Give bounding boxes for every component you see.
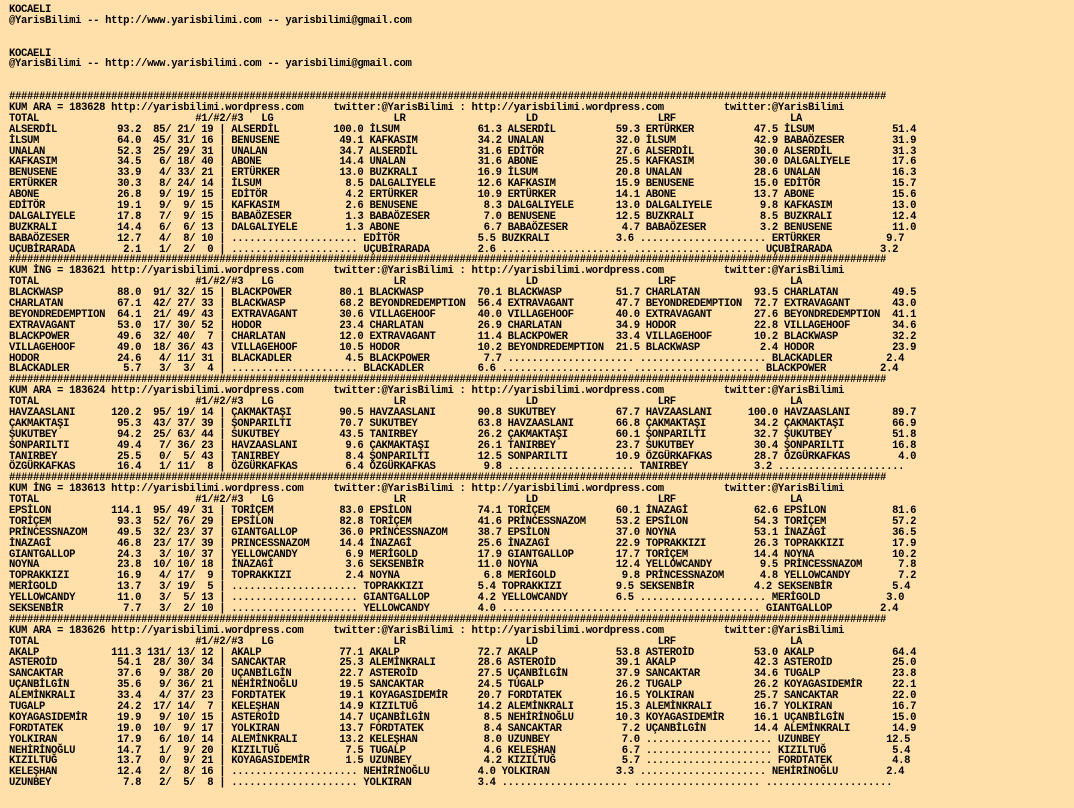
table-row: TOPRAKKIZI 16.9 4/ 17/ 9 | TOPRAKKIZI 2.4 NOYNA 6.8 MERİGOLD 9.8 PRİNCESSNAZOM 4.8 YELLOWCANDY 7.2 bbox=[9, 570, 917, 583]
race-title-line: KUM ARA = 183628 http://yarisbilimi.wordpress.com twitter:@YarisBilimi : http://yarisbilimi.wordpress.com twitter:@YarisBilimi bbox=[9, 102, 845, 115]
table-row: SANCAKTAR 37.6 9/ 38/ 20 | UÇANBİLGİN 22.7 ASTEROİD 27.5 UÇANBİLGİN 37.9 SANCAKTAR 34.6 TUGALP 23.8 bbox=[9, 668, 917, 681]
table-row: KOYAGASIDEMİR 19.9 9/ 10/ 15 | ASTEROİD 14.7 UÇANBİLGİN 8.5 NEHİRİNOĞLU 10.3 KOYAGASIDEMİR 16.1 UÇANBİLGİN 15.0 bbox=[9, 711, 917, 724]
table-row: EPSİLON 114.1 95/ 49/ 31 | TORİÇEM 83.0 EPSİLON 74.1 TORİÇEM 60.1 İNAZAGİ 62.6 EPSİLON 81.6 bbox=[9, 504, 917, 517]
table-row: AKALP 111.3 131/ 13/ 12 | AKALP 77.1 AKALP 72.7 AKALP 53.8 ASTEROİD 53.0 AKALP 64.4 bbox=[9, 646, 917, 659]
table-row: İLSUM 64.0 45/ 31/ 16 | BENUSENE 49.1 KAFKASIM 34.2 UNALAN 32.0 İLSUM 42.9 BABAÖZESER 31.9 bbox=[9, 134, 917, 147]
table-row: ERTÜRKER 30.3 8/ 24/ 14 | İLSUM 8.5 DALGALIYELE 12.6 KAFKASIM 15.9 BENUSENE 15.0 EDİTÖR 15.7 bbox=[9, 178, 917, 191]
table-row: ASTEROİD 54.1 28/ 30/ 34 | SANCAKTAR 25.3 ALEMİNKRALI 28.6 ASTEROİD 39.1 AKALP 42.3 ASTEROİD 25.0 bbox=[9, 657, 917, 670]
table-row: BLACKADLER 5.7 3/ 3/ 4 | ..................... BLACKADLER 6.6 ..................... ..................... BLACKPOWER 2.4 bbox=[9, 363, 899, 376]
table-row: ŞUKUTBEY 94.2 25/ 63/ 44 | SUKUTBEY 43.5 TANIRBEY 26.2 ÇAKMAKTAŞI 60.1 ŞONPARILTI 32.7 ŞUKUTBEY 51.8 bbox=[9, 428, 917, 441]
race-sections bbox=[9, 92, 1074, 789]
blank-line bbox=[9, 38, 1074, 49]
table-row: FORDTATEK 19.0 10/ 9/ 17 | YOLKIRAN 13.7 FORDTATEK 8.4 SANCAKTAR 7.2 UÇANBİLGİN 14.4 ALEMİNKRALI 14.9 bbox=[9, 722, 917, 735]
table-row: TORİÇEM 93.3 52/ 76/ 29 | EPSİLON 82.8 TORİÇEM 41.6 PRİNCESSNAZOM 53.2 EPSİLON 54.3 TORİÇEM 57.2 bbox=[9, 515, 917, 528]
column-header-line: TOTAL #1/#2/#3 LG LR LD LRF LA bbox=[9, 112, 802, 125]
table-row: BENUSENE 33.9 4/ 33/ 21 | ERTÜRKER 13.0 BUZKRALI 16.9 İLSUM 20.8 UNALAN 28.6 UNALAN 16.3 bbox=[9, 167, 917, 180]
race-title-line: KUM İNG = 183613 http://yarisbilimi.wordpress.com twitter:@YarisBilimi : http://yarisbilimi.wordpress.com twitter:@YarisBilimi bbox=[9, 483, 845, 496]
table-row: PRİNCESSNAZOM 49.5 32/ 23/ 37 | GIANTGALLOP 36.0 PRİNCESSNAZOM 38.7 EPSİLON 37.0 NOYNA 53.1 İNAZAGİ 36.5 bbox=[9, 526, 917, 539]
column-header-line: TOTAL #1/#2/#3 LG LR LD LRF LA bbox=[9, 276, 802, 289]
city-line: KOCAELI bbox=[9, 47, 52, 60]
table-row: BUZKRALI 14.4 6/ 6/ 13 | DALGALIYELE 1.3 ABONE 6.7 BABAÖZESER 4.7 BABAÖZESER 3.2 BENUSENE 11.0 bbox=[9, 221, 917, 234]
table-row: TANIRBEY 25.5 0/ 5/ 43 | TANIRBEY 8.4 ŞONPARILTI 12.5 SONPARILTI 10.9 ÖZGÜRKAFKAS 28.7 ÖZGÜRKAFKAS 4.0 bbox=[9, 450, 917, 463]
table-row: ABONE 26.8 9/ 19/ 15 | EDİTÖR 4.2 ERTÜRKER 10.9 ERTÜRKER 14.1 ABONE 13.7 ABONE 15.6 bbox=[9, 189, 917, 202]
table-row: CHARLATAN 67.1 42/ 27/ 33 | BLACKWASP 68.2 BEYONDREDEMPTION 56.4 EXTRAVAGANT 47.7 BEYONDREDEMPTION 72.7 EXTRAVAGANT 43.0 bbox=[9, 298, 917, 311]
table-row: SONPARILTI 49.4 7/ 36/ 23 | HAVZAASLANI 9.6 ÇAKMAKTAŞI 26.1 TANIRBEY 23.7 SUKUTBEY 30.4 ŞONPARILTI 16.8 bbox=[9, 439, 917, 452]
table-row: ALSERDİL 93.2 85/ 21/ 19 | ALSERDİL 100.0 İLSUM 61.3 ALSERDİL 59.3 ERTÜRKER 47.5 İLSUM 51.4 bbox=[9, 123, 917, 136]
table-row: MERİGOLD 13.7 3/ 19/ 5 | ..................... TOPRAKKIZI 5.4 TOPRAKKIZI 9.5 SEKSENBİR 4.2 SEKSENBİR 5.4 bbox=[9, 581, 911, 594]
table-row: KIZILTUĞ 13.7 0/ 9/ 21 | KOYAGASIDEMİR 1.5 UZUNBEY 4.2 KIZILTUĞ 5.7 ..................... FORDTATEK 4.8 bbox=[9, 755, 911, 768]
table-row: UZUNBEY 7.8 2/ 5/ 8 | ..................... YOLKIRAN 3.4 ..................... ..................... ..................... bbox=[9, 777, 893, 790]
table-row: YOLKIRAN 17.9 6/ 10/ 14 | ALEMİNKRALI 13.2 KELEŞHAN 8.0 UZUNBEY 7.0 ..................... UZUNBEY 12.5 bbox=[9, 733, 911, 746]
separator-line: ################################################################################################################################################## bbox=[9, 472, 887, 485]
table-row: HODOR 24.6 4/ 11/ 31 | BLACKADLER 4.5 BLACKPOWER 7.7 ..................... ..................... BLACKADLER 2.4 bbox=[9, 352, 905, 365]
table-row: SEKSENBİR 7.7 3/ 2/ 10 | ..................... YELLOWCANDY 4.0 ..................... ..................... GIANTGALLOP 2.4 bbox=[9, 602, 899, 615]
separator-line: ################################################################################################################################################## bbox=[9, 254, 887, 267]
city-line: KOCAELI bbox=[9, 4, 52, 16]
table-row: TUGALP 24.2 17/ 14/ 7 | KELEŞHAN 14.9 KIZILTUĞ 14.2 ALEMİNKRALI 15.3 ALEMİNKRALI 16.7 YOLKIRAN 16.7 bbox=[9, 701, 917, 713]
table-row: NOYNA 23.8 10/ 10/ 18 | İNAZAGİ 3.6 SEKSENBİR 11.0 NOYNA 12.4 YELLOWCANDY 9.5 PRİNCESSNAZOM 7.8 bbox=[9, 559, 917, 572]
table-row: UÇUBİRARADA 2.1 1/ 2/ 0 | ..................... UÇUBİRARADA 2.6 ..................... ..................... UÇUBİRARADA 3.2 bbox=[9, 243, 899, 256]
contact-line: @YarisBilimi -- http://www.yarisbilimi.com -- yarisbilimi@gmail.com bbox=[9, 58, 412, 71]
table-row: BLACKPOWER 49.6 32/ 40/ 7 | CHARLATAN 12.0 EXTRAVAGANT 11.4 BLACKPOWER 33.4 VILLAGEHOOF 10.2 BLACKWASP 32.2 bbox=[9, 330, 917, 343]
separator-line: ################################################################################################################################################## bbox=[9, 374, 887, 387]
table-row: EDİTÖR 19.1 9/ 9/ 15 | KAFKASIM 2.6 BENUSENE 8.3 DALGALIYELE 13.0 DALGALIYELE 9.8 KAFKASIM 13.0 bbox=[9, 200, 917, 213]
table-row: GIANTGALLOP 24.3 3/ 10/ 37 | YELLOWCANDY 6.9 MERİGOLD 17.9 GIANTGALLOP 17.7 TORİÇEM 14.4 NOYNA 10.2 bbox=[9, 548, 917, 561]
table-row: İNAZAGİ 46.8 23/ 17/ 39 | PRINCESSNAZOM 14.4 İNAZAGİ 25.6 İNAZAGİ 22.9 TOPRAKKIZI 26.3 TOPRAKKIZI 17.9 bbox=[9, 537, 917, 550]
table-row: VILLAGEHOOF 49.0 18/ 36/ 43 | VILLAGEHOOF 10.5 HODOR 10.2 BEYONDREDEMPTION 21.5 BLACKWASP 2.4 HODOR 23.9 bbox=[9, 341, 917, 354]
blank-line bbox=[9, 27, 1074, 38]
table-row: HAVZAASLANI 120.2 95/ 19/ 14 | ÇAKMAKTAŞI 90.5 HAVZAASLANI 90.8 SUKUTBEY 67.7 HAVZAASLANI 100.0 HAVZAASLANI 89.7 bbox=[9, 406, 917, 419]
table-row: DALGALIYELE 17.8 7/ 9/ 15 | BABAÖZESER 1.3 BABAÖZESER 7.0 BENUSENE 12.5 BUZKRALI 8.5 BUZKRALI 12.4 bbox=[9, 210, 917, 223]
table-row: UÇANBİLGİN 35.6 9/ 36/ 21 | NEHİRİNOĞLU 19.5 SANCAKTAR 24.5 TUGALP 26.2 TUGALP 26.2 KOYAGASIDEMİR 22.1 bbox=[9, 679, 917, 692]
table-row: KAFKASIM 34.5 6/ 18/ 40 | ABONE 14.4 UNALAN 31.6 ABONE 25.5 KAFKASIM 30.0 DALGALIYELE 17.6 bbox=[9, 156, 917, 169]
table-row: NEHİRİNOĞLU 14.7 1/ 9/ 20 | KIZILTUĞ 7.5 TUGALP 4.6 KELEŞHAN 6.7 ..................... KIZILTUĞ 5.4 bbox=[9, 744, 911, 757]
column-header-line: TOTAL #1/#2/#3 LG LR LD LRF LA bbox=[9, 494, 802, 507]
blank-line bbox=[9, 70, 1074, 81]
separator-line: ################################################################################################################################################## bbox=[9, 613, 887, 626]
race-title-line: KUM İNG = 183621 http://yarisbilimi.wordpress.com twitter:@YarisBilimi : http://yarisbilimi.wordpress.com twitter:@YarisBilimi bbox=[9, 265, 845, 278]
table-row: ALEMİNKRALI 33.4 4/ 37/ 23 | FORDTATEK 19.1 KOYAGASIDEMİR 20.7 FORDTATEK 16.5 YOLKIRAN 25.7 SANCAKTAR 22.0 bbox=[9, 690, 917, 703]
table-row: UNALAN 52.3 25/ 29/ 31 | UNALAN 34.7 ALSERDİL 31.6 EDİTÖR 27.6 ALSERDİL 30.0 ALSERDİL 31.3 bbox=[9, 145, 917, 158]
table-row: YELLOWCANDY 11.0 3/ 5/ 13 | ..................... GIANTGALLOP 4.2 YELLOWCANDY 6.5 ..................... MERİGOLD 3.0 bbox=[9, 592, 905, 605]
table-row: BLACKWASP 88.0 91/ 32/ 15 | BLACKPOWER 80.1 BLACKWASP 70.1 BLACKWASP 51.7 CHARLATAN 93.5 CHARLATAN 49.5 bbox=[9, 287, 917, 300]
separator-line: ################################################################################################################################################## bbox=[9, 91, 887, 104]
race-title-line: KUM ARA = 183624 http://yarisbilimi.wordpress.com twitter:@YarisBilimi : http://yarisbilimi.wordpress.com twitter:@YarisBilimi bbox=[9, 385, 845, 398]
race-title-line: KUM ARA = 183626 http://yarisbilimi.wordpress.com twitter:@YarisBilimi : http://yarisbilimi.wordpress.com twitter:@YarisBilimi bbox=[9, 624, 845, 637]
contact-line: @YarisBilimi -- http://www.yarisbilimi.com -- yarisbilimi@gmail.com bbox=[9, 14, 412, 27]
table-row: BEYONDREDEMPTION 64.1 21/ 49/ 43 | EXTRAVAGANT 30.6 VILLAGEHOOF 40.0 VILLAGEHOOF 40.0 EXTRAVAGANT 27.6 BEYONDREDEMPTION 41.1 bbox=[9, 308, 917, 321]
table-row: BABAÖZESER 12.7 4/ 8/ 10 | ..................... EDİTÖR 5.5 BUZKRALI 3.6 ..................... ERTÜRKER 9.7 bbox=[9, 232, 905, 245]
table-row: KELEŞHAN 12.4 2/ 8/ 16 | ..................... NEHİRİNOĞLU 4.0 YOLKIRAN 3.3 ..................... NEHİRİNOĞLU 2.4 bbox=[9, 766, 905, 779]
table-row: ÖZGÜRKAFKAS 16.4 1/ 11/ 8 | ÖZGÜRKAFKAS 6.4 ÖZGÜRKAFKAS 9.8 ..................... TANIRBEY 3.2 ..................... bbox=[9, 461, 905, 474]
table-row: ÇAKMAKTAŞI 95.3 43/ 37/ 39 | ŞONPARILTI 70.7 SUKUTBEY 63.8 HAVZAASLANI 66.8 ÇAKMAKTAŞI 34.2 ÇAKMAKTAŞI 66.9 bbox=[9, 417, 917, 430]
table-row: EXTRAVAGANT 53.0 17/ 30/ 52 | HODOR 23.4 CHARLATAN 26.9 CHARLATAN 34.9 HODOR 22.8 VILLAGEHOOF 34.6 bbox=[9, 319, 917, 332]
column-header-line: TOTAL #1/#2/#3 LG LR LD LRF LA bbox=[9, 635, 802, 648]
column-header-line: TOTAL #1/#2/#3 LG LR LD LRF LA bbox=[9, 396, 802, 409]
